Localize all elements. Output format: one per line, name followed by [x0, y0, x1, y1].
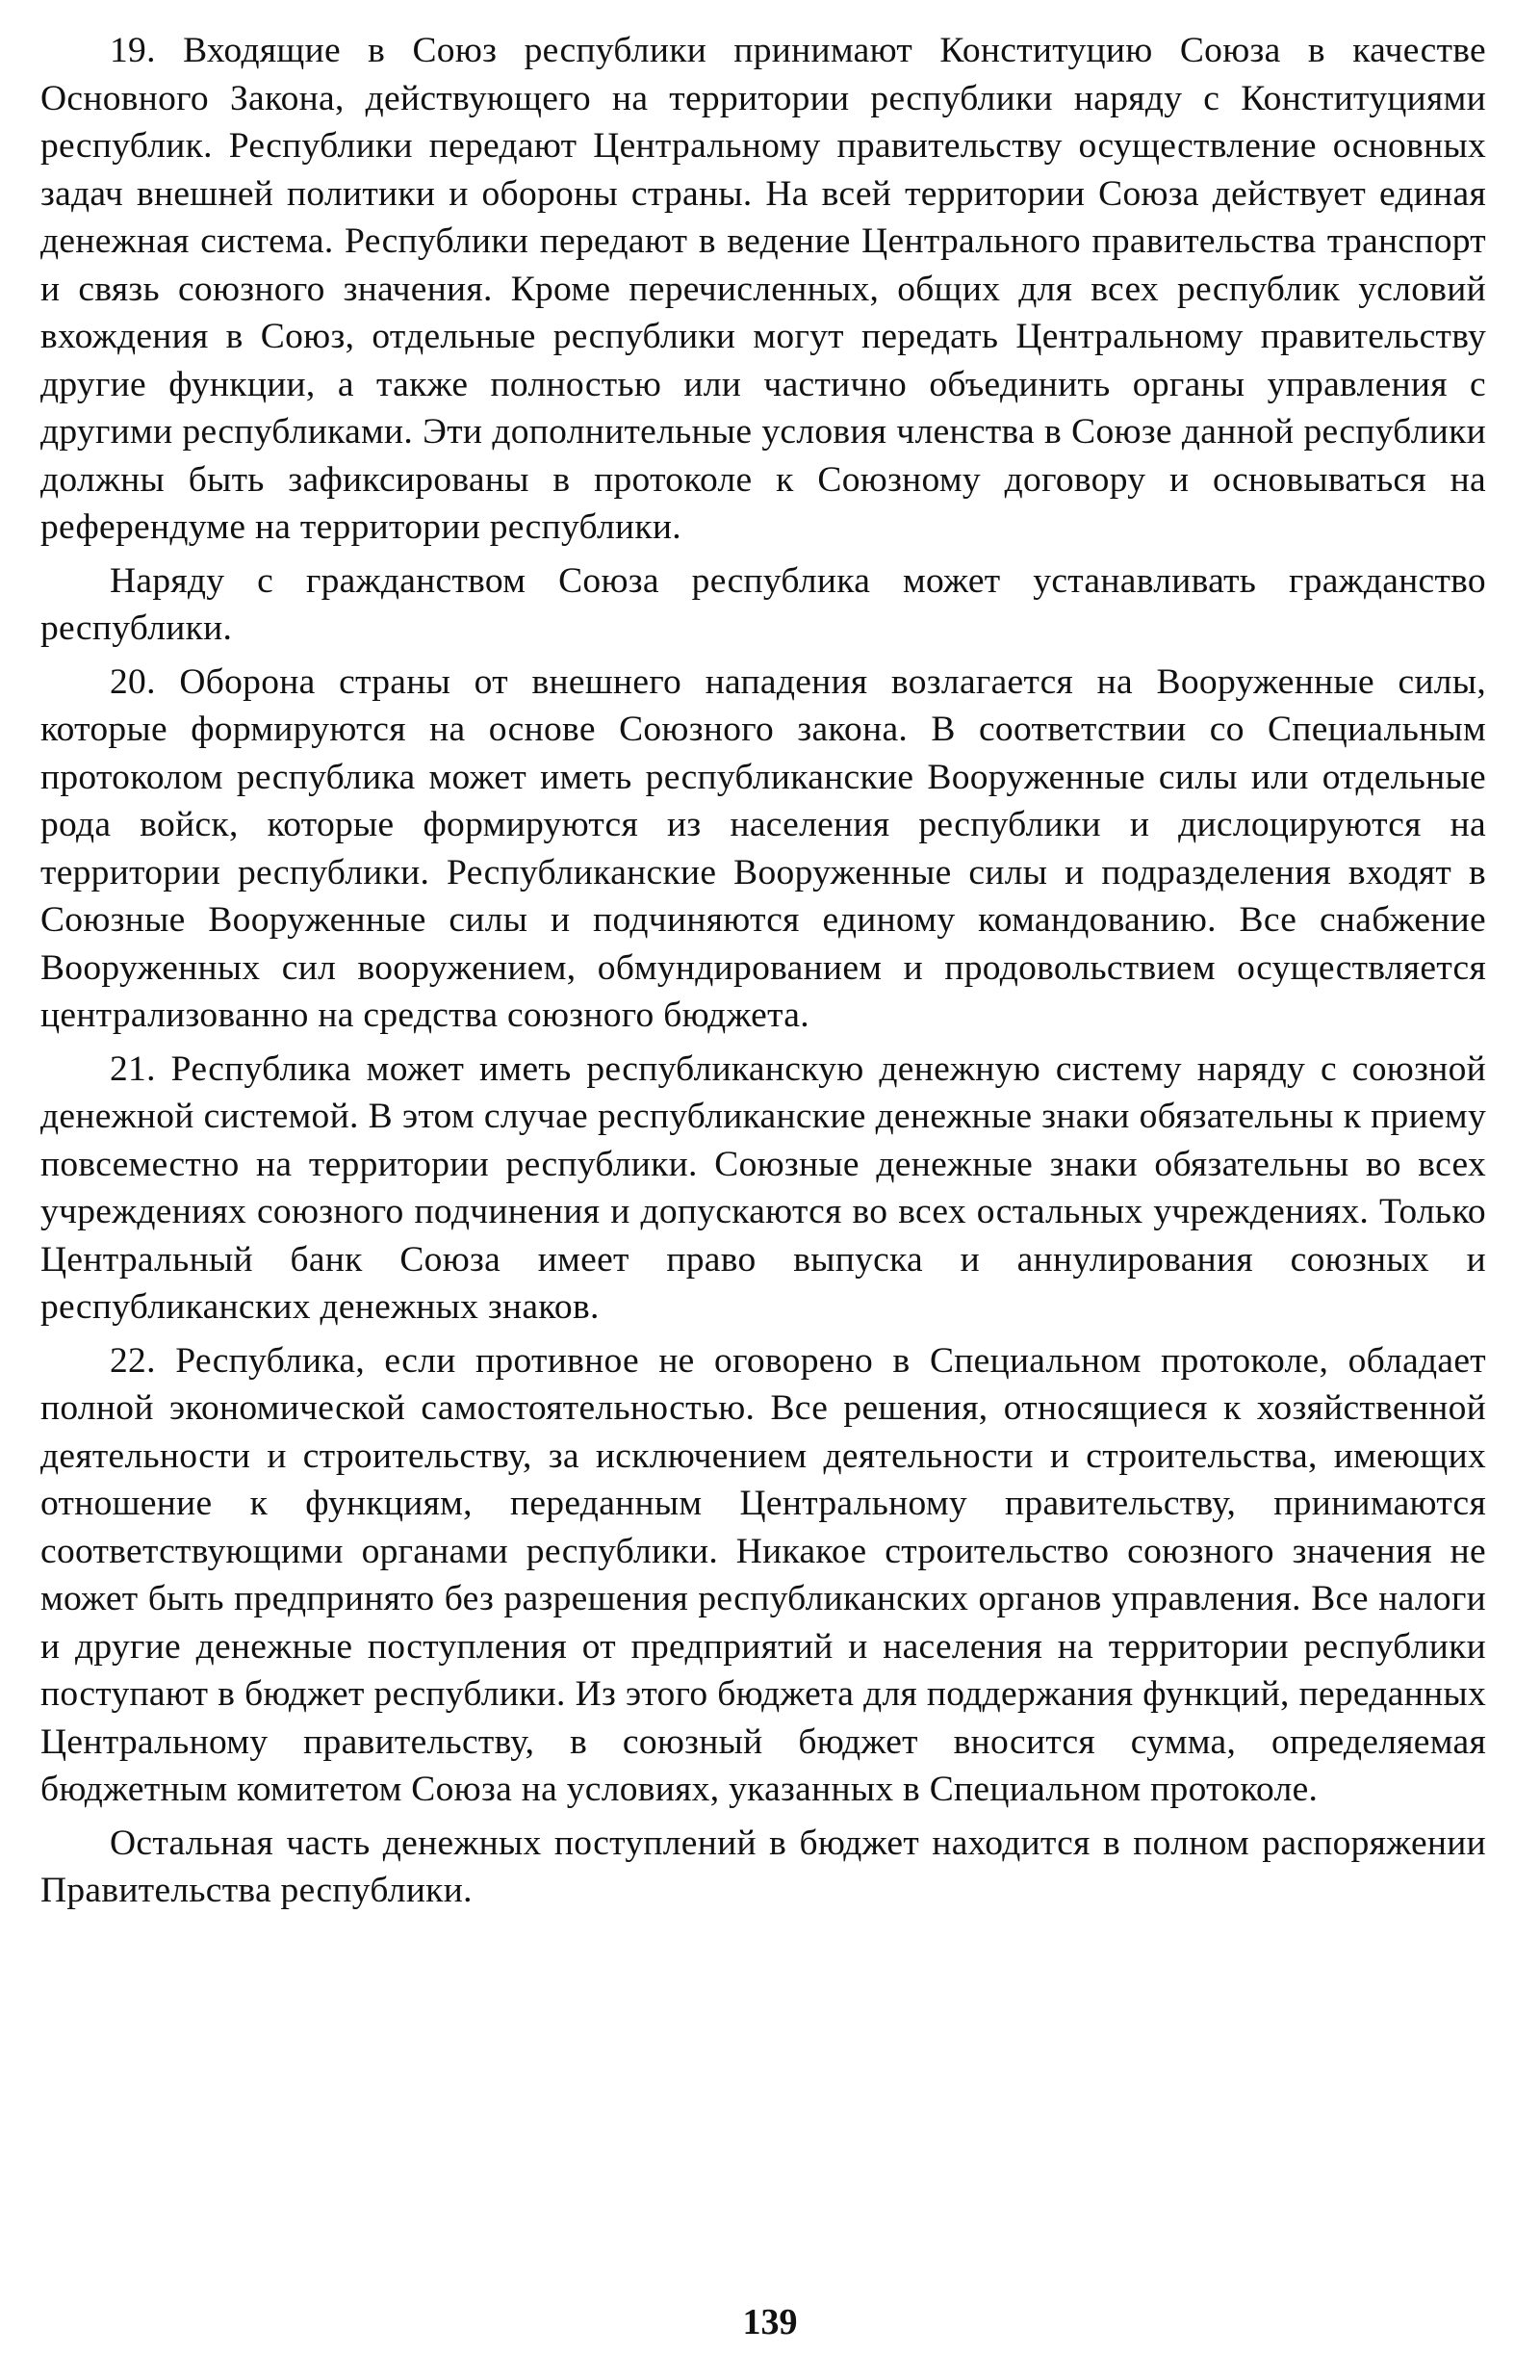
text-body: [40, 27, 1486, 1915]
paragraph-citizenship: Наряду с гражданством Союза республика может устанавливать гражданство республики.: [40, 560, 1486, 648]
paragraph-article-21: 21. Республика может иметь республиканскую денежную систему наряду с союзной денежной системой. В этом случае республиканские денежные знаки обязательны к приему повсеместно на территории республики. Союзные денежные знаки обязательны во всех учреждениях союзного подчинения и допускаются во всех остальных учреждениях. Только Центральный банк Союза имеет право выпуска и аннулирования союзных и республиканских денежных знаков.: [40, 1048, 1486, 1327]
paragraph-budget-remainder: Остальная часть денежных поступлений в бюджет находится в полном распоряжении Правительства республики.: [40, 1823, 1486, 1910]
paragraph-article-20: 20. Оборона страны от внешнего нападения возлагается на Вооруженные силы, которые формируются на основе Союзного закона. В соответствии со Специальным протоколом республика может иметь республиканские Вооруженные силы или отдельные рода войск, которые формируются из населения республики и дислоцируются на территории республики. Республиканские Вооруженные силы и подразделения входят в Союзные Вооруженные силы и подчиняются единому командованию. Все снабжение Вооруженных сил вооружением, обмундированием и продовольствием осуществляется централизованно на средства союзного бюджета.: [40, 661, 1486, 1035]
paragraph-article-22: 22. Республика, если противное не оговорено в Специальном протоколе, обладает полной экономической самостоятельностью. Все решения, относящиеся к хозяйственной деятельности и строительству, за исключением деятельности и строительства, имеющих отношение к функциям, переданным Центральному правительству, принимаются соответствующими органами республики. Никакое строительство союзного значения не может быть предпринято без разрешения республиканских органов управления. Все налоги и другие денежные поступления от предприятий и населения на территории республики поступают в бюджет республики. Из этого бюджета для поддержания функций, переданных Центральному правительству, в союзный бюджет вносится сумма, определяемая бюджетным комитетом Союза на условиях, указанных в Специальном протоколе.: [40, 1340, 1486, 1809]
page-number: 139: [742, 2302, 798, 2342]
paragraph-article-19: 19. Входящие в Союз республики принимают Конституцию Союза в качестве Основного Закона, действующего на территории республики наряду с Конституциями республик. Республики передают Центральному правительству осуществление основных задач внешней политики и обороны страны. На всей территории Союза действует единая денежная система. Республики передают в ведение Центрального правительства транспорт и связь союзного значения. Кроме перечисленных, общих для всех республик условий вхождения в Союз, отдельные республики могут передать Центральному правительству другие функции, а также полностью или частично объединить органы управления с другими республиками. Эти дополнительные условия членства в Союзе данной республики должны быть зафиксированы в протоколе к Союзному договору и основываться на референдуме на территории республики.: [40, 31, 1486, 547]
